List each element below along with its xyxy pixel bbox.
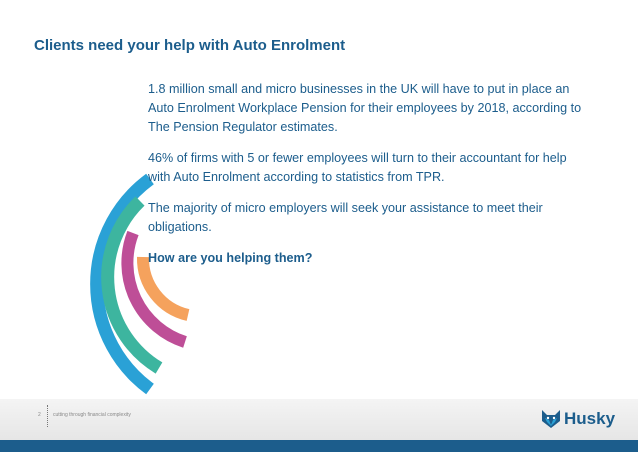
footer-tagline: cutting through financial complexity [53,412,131,418]
paragraph-uk-businesses: 1.8 million small and micro businesses in the UK will have to put in place an Auto Enrolment Workplace Pension for their employees by 2018, according to The Pension Regulator estimates. [148,82,582,134]
slide-title: Clients need your help with Auto Enrolment [34,37,346,54]
footer-divider [47,405,48,427]
paragraph-micro-employers: The majority of micro employers will seek your assistance to meet their obligations. [148,201,543,234]
page-number: 2 [38,412,41,418]
bottom-accent-bar [0,440,638,452]
paragraph-accountant-statistic: 46% of firms with 5 or fewer employees will turn to their accountant for help with Auto Enrolment according to statistics from TPR. [148,151,567,184]
husky-logo [540,409,615,429]
slide-body [148,80,588,280]
husky-dog-head-icon [540,409,562,429]
logo-wordmark: Husky [564,409,616,428]
closing-question: How are you helping them? [148,251,313,265]
footer [0,399,638,440]
